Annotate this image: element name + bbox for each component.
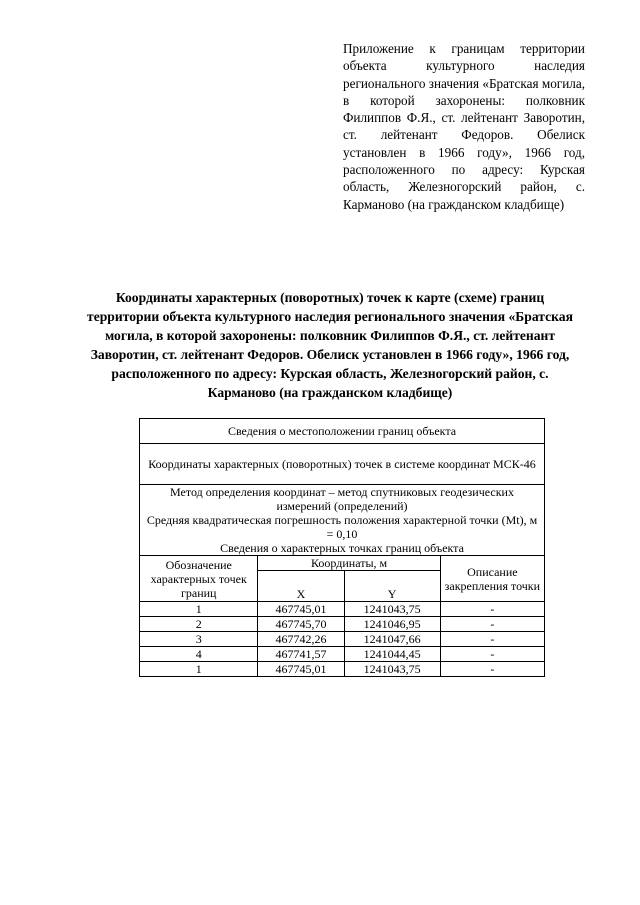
- accuracy-text: Средняя квадратическая погрешность положения характерной точки (Mt), м = 0,10: [146, 513, 538, 541]
- table-row: [140, 662, 545, 677]
- method-row: [140, 485, 545, 556]
- desc-cell: -: [440, 602, 544, 617]
- coordinates-table-wrapper: [139, 418, 545, 677]
- table-row: [140, 647, 545, 662]
- x-cell: 467742,26: [258, 632, 344, 647]
- location-header-cell: Сведения о местоположении границ объекта: [140, 419, 545, 444]
- x-cell: 467745,01: [258, 662, 344, 677]
- method-text: Метод определения координат – метод спутниковых геодезических измерений (определений): [170, 485, 514, 513]
- point-cell: 4: [140, 647, 258, 662]
- coord-system-cell: Координаты характерных (поворотных) точек в системе координат МСК-46: [140, 444, 545, 485]
- y-header: Y: [344, 571, 440, 602]
- description-header: Описание закрепления точки: [440, 556, 544, 602]
- coordinates-table: [139, 418, 545, 677]
- coords-header: Координаты, м: [258, 556, 440, 571]
- designation-header: Обозначение характерных точек границ: [140, 556, 258, 602]
- y-cell: 1241043,75: [344, 662, 440, 677]
- x-cell: 467741,57: [258, 647, 344, 662]
- points-info-text: Сведения о характерных точках границ объекта: [220, 541, 464, 555]
- table-row: [140, 617, 545, 632]
- point-cell: 2: [140, 617, 258, 632]
- point-cell: 3: [140, 632, 258, 647]
- desc-cell: -: [440, 617, 544, 632]
- table-row: [140, 602, 545, 617]
- table-row: [140, 632, 545, 647]
- table-header-row: [140, 419, 545, 444]
- desc-cell: -: [440, 632, 544, 647]
- x-cell: 467745,70: [258, 617, 344, 632]
- method-cell: [140, 485, 545, 556]
- x-header: X: [258, 571, 344, 602]
- x-cell: 467745,01: [258, 602, 344, 617]
- column-header-row: [140, 556, 545, 571]
- desc-cell: -: [440, 647, 544, 662]
- y-cell: 1241044,45: [344, 647, 440, 662]
- y-cell: 1241043,75: [344, 602, 440, 617]
- appendix-note: Приложение к границам территории объекта культурного наследия регионального значения «Братская могила, в которой захоронены: полковник Филиппов Ф.Я., ст. лейтенант Заворотин, ст. лейтенант Федоров. Обелиск установлен в 1966 году», 1966 год, расположенного по адресу: Курская область, Железногорский район, с. Карманово (на гражданском кладбище): [343, 41, 585, 212]
- y-cell: 1241047,66: [344, 632, 440, 647]
- coord-system-row: [140, 444, 545, 485]
- desc-cell: -: [440, 662, 544, 677]
- document-title: Координаты характерных (поворотных) точек к карте (схеме) границ территории объекта культурного наследия регионального значения «Братская могила, в которой захоронены: полковник Филиппов Ф.Я., ст. лейтенант Заворотин, ст. лейтенант Федоров. Обелиск установлен в 1966 году», 1966 год, расположенного по адресу: Курская область, Железногорский район, с. Карманово (на гражданском кладбище): [87, 290, 573, 400]
- point-cell: 1: [140, 662, 258, 677]
- y-cell: 1241046,95: [344, 617, 440, 632]
- point-cell: 1: [140, 602, 258, 617]
